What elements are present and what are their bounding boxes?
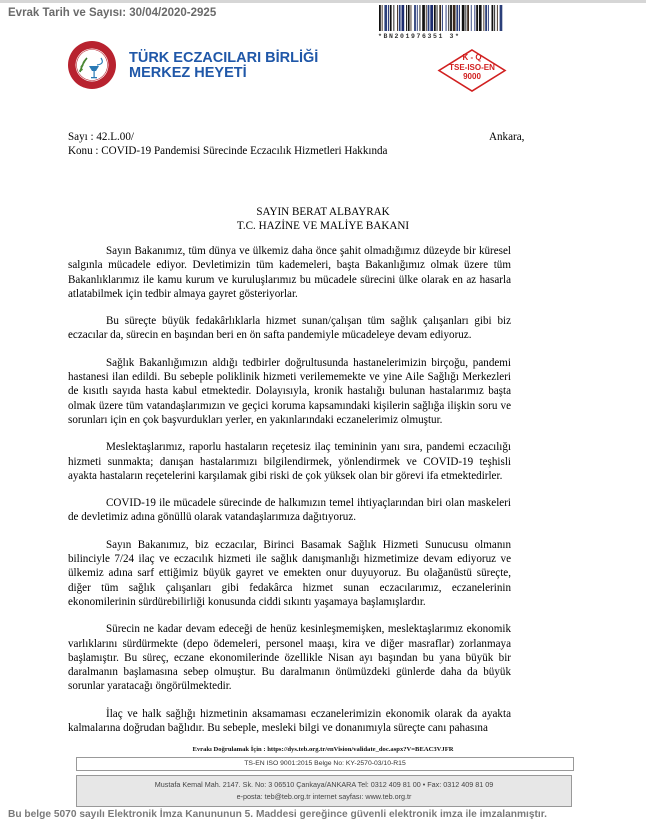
barcode-bar [479,5,482,31]
org-line-2: MERKEZ HEYETİ [129,65,247,81]
tse-line-2: TSE-ISO-EN [449,62,495,72]
barcode-bar [459,5,460,31]
barcode-bar [494,5,495,31]
paragraph: COVID-19 ile mücadele sürecinde de halkımızın temel ihtiyaçlarından biri olan maskeleri de devletimiz adına gönüllü olarak vatandaşlarımıza dağıtıyoruz. [68,497,511,524]
addressee-title: T.C. HAZİNE VE MALİYE BAKANI [236,220,410,233]
addressee [0,205,646,234]
tse-badge-text [437,53,507,82]
barcode-bar [476,5,478,31]
letter-flow [0,244,646,821]
barcode-bar [426,5,427,31]
barcode-icon [378,5,504,31]
paragraph: Sayın Bakanımız, biz eczacılar, Birinci Basamak Sağlık Hizmeti Sunucusu olmanın bilinciyle 7/24 ilaç ve eczacılık hizmeti ile sağlık danışmanlığı hizmetimize devam ediyoruz ve ülkemiz adına sarf ettiğimiz büyük gayret ve emekten onur duyuyoruz. Bu olağanüstü süreçte, diğer tüm sağlık çalışanları gibi fedakârca hizmet sunan eczacılarımız, eczanelerinin ekonomilerinin sürdürebilirliği konusunda ciddi sıkıntı yaşamaya başlamışlardır. [68,538,511,608]
barcode-bar [397,5,398,31]
letter-body [68,244,511,735]
barcode-bar [467,5,469,31]
letter-place: Ankara, [489,131,525,143]
contact-line: e-posta: teb@teb.org.tr internet sayfası: www.teb.org.tr [236,792,412,802]
barcode-bar [402,5,405,31]
barcode-bar [474,5,475,31]
org-line-1: TÜRK ECZACILARI BİRLİĞİ [129,50,319,66]
barcode-bar [450,5,452,31]
barcode-bar [483,5,484,31]
barcode-bar [393,5,394,31]
barcode-bar [465,5,466,31]
barcode-bar [442,5,443,31]
verification-link[interactable]: Evrakı Doğrulamak İçin : https://dys.teb.org.tr/enVision/validate_doc.aspx?V=BEAC3VJFR [192,746,454,754]
barcode-bar [408,5,410,31]
barcode-bar [414,5,416,31]
paragraph: Sağlık Bakanlığımızın aldığı tedbirler doğrultusunda hastanelerimizin birçoğu, pandemi hastanesi ilan edildi. Bu sebeple poliklinik hizmeti verilememekte ve yine Aile Sağlığı Merkezleri de kısıtlı sayıda hasta kabul etmektedir. Dolayısıyla, kronik hastalığı bulunan hastalarımız başta olmak üzere tüm vatandaşlarımızın ve geçici koruma kapsamındaki kişilerin sağlığa ilişkin soru ve sorunları için en çok başvurdukları yerler, en yakınlarındaki eczanelerimiz olmuştur. [68,356,511,426]
barcode-bar [448,5,449,31]
barcode-bar [485,5,487,31]
paragraph: Meslektaşlarımız, raporlu hastaların reçetesiz ilaç temininin yanı sıra, pandemi eczacılığı hizmeti sunmakta; danışan hastalarımızı bilgilendirmek, yönlendirmek ve COVID-19 teşhisli ayakta hastaların reçetelerini karşılamak gibi riski de çok yüksek olan bir görevi ifa etmektedirler. [68,441,511,482]
barcode-bar [500,5,503,31]
barcode-bar [379,5,381,31]
address-line: Mustafa Kemal Mah. 2147. Sk. No: 3 06510 Çankaya/ANKARA Tel: 0312 409 81 00 • Fax: 0312 409 81 09 [154,780,494,790]
paragraph: Sayın Bakanımız, tüm dünya ve ülkemiz daha önce şahit olmadığımız düzeyde bir küresel salgınla mücadele ediyor. Devletimizin tüm kademeleri, başta Bakanlığımız olmak üzere tüm Bakanlıklarımız ile kamu kurum ve kuruluşlarımız bu mücadele sürecini ülke olarak en az hasarla atlatabilmek için tedbir almaya gayret gösteriyorlar. [68,245,511,300]
contact-box [76,775,572,807]
top-border [0,0,646,3]
barcode-bar [428,5,430,31]
barcode-bar [462,5,465,31]
iso-certificate-box: TS-EN ISO 9001:2015 Belge No: KY-2570-03/10-R15 [76,757,574,771]
barcode-bar [492,5,494,31]
barcode-bar [399,5,401,31]
letter-number: Sayı : 42.L.00/ [68,131,134,143]
paragraph: Sürecin ne kadar devam edeceği de henüz kesinleşmemişken, meslektaşlarımız ekonomik varlıklarını sürdürmekte (depo ödemeleri, personel maaşı, kira ve diğer masraflar) zorlanmaya başlamıştır. Bu süreç, eczane ekonomilerinde özellikle Nisan ayı başından bu yana büyük bir daralmanın başlamasına sebep olmuştur. Bu daralmanın önümüzdeki günlerde daha da büyük sorunlar yaratacağı öngörülmektedir. [68,623,511,693]
barcode-bar [456,5,458,31]
barcode-bar [471,5,472,31]
barcode-bar [453,5,456,31]
barcode-bar [437,5,438,31]
paragraph: Bu süreçte büyük fedakârlıklarla hizmet sunan/çalışan tüm sağlık çalışanları gibi biz eczacılar da, sürecin en başından beri en ön safta pandemiyle mücadeleye devam ediyoruz. [68,315,511,342]
barcode-bar [420,5,421,31]
barcode-bar [406,5,407,31]
addressee-name: SAYIN BERAT ALBAYRAK [256,206,390,218]
organization-name [129,51,318,81]
barcode-bar [434,5,436,31]
barcode-bar [388,5,389,31]
barcode-bar [422,5,425,31]
barcode-bar [446,5,447,31]
barcode-bar [384,5,387,31]
barcode-bar [439,5,441,31]
barcode-bar [382,5,383,31]
tse-line-3: 9000 [463,72,481,81]
barcode-bar [390,5,392,31]
barcode-bar [497,5,498,31]
barcode-bar [430,5,433,31]
document-date-number: Evrak Tarih ve Sayısı: 30/04/2020-2925 [8,7,217,19]
barcode-bar [488,5,489,31]
e-signature-notice: Bu belge 5070 sayılı Elektronik İmza Kanununun 5. Maddesi gereğince güvenli elektronik imza ile imzalanmıştır. [8,809,547,821]
barcode-number: *BN201976351 3* [378,33,461,40]
barcode-bar [417,5,418,31]
paragraph: İlaç ve halk sağlığı hizmetinin aksamaması eczanelerimizin ekonomik olarak da ayakta kalmalarına doğrudan bağlıdır. Bu sebeple, mesleki bilgi ve donanımıyla süreçte canı pahasına [68,707,511,735]
tse-line-1: K - Q [462,53,482,62]
barcode-bar [411,5,412,31]
teb-seal-logo-icon [67,40,117,90]
letter-subject: Konu : COVID-19 Pandemisi Sürecinde Eczacılık Hizmetleri Hakkında [68,145,388,157]
